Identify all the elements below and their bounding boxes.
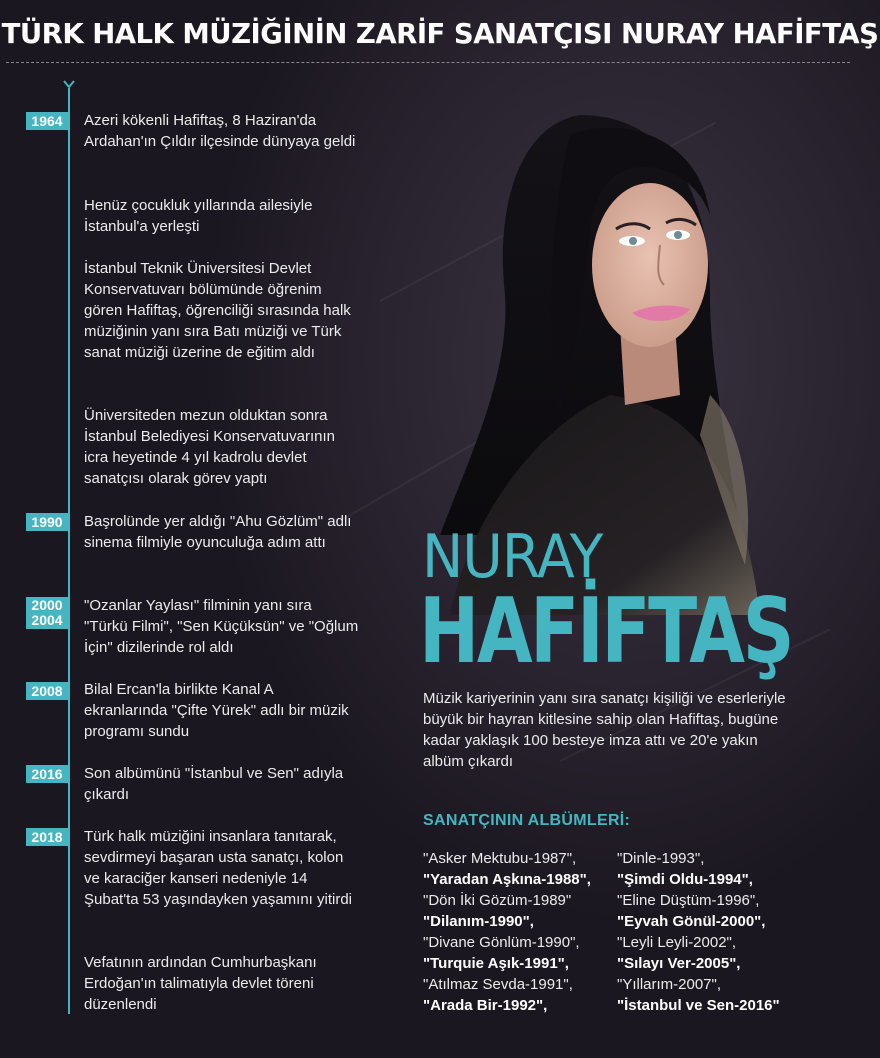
- name-first: NURAY: [422, 522, 603, 592]
- timeline-entry-2000-2004: "Ozanlar Yaylası" filminin yanı sıra "Türkü Filmi", "Sen Küçüksün" ve "Oğlum İçin" dizilerinde rol aldı: [84, 597, 359, 656]
- timeline-entry-education: İstanbul Teknik Üniversitesi Devlet Konservatuvarı bölümünde öğrenim gören Hafiftaş, öğrenciliği sırasında halk müziğinin yanı sıra Batı müziği ve Türk sanat müziği üzerine de eğitim aldı: [84, 260, 351, 361]
- album-item: "Eline Düştüm-1996",: [617, 892, 760, 909]
- album-item: "Yaradan Aşkına-1988",: [423, 871, 591, 888]
- year-badge-2016: 2016: [26, 765, 68, 783]
- timeline-arrow-icon: [63, 80, 75, 90]
- timeline-line: [68, 88, 70, 1014]
- album-item: "İstanbul ve Sen-2016": [617, 997, 780, 1014]
- album-item: "Eyvah Gönül-2000",: [617, 913, 766, 930]
- album-item: "Atılmaz Sevda-1991",: [423, 976, 573, 993]
- album-item: "Dilanım-1990",: [423, 913, 534, 930]
- album-item: "Dinle-1993",: [617, 850, 705, 867]
- album-item: "Şimdi Oldu-1994",: [617, 871, 753, 888]
- timeline-entry-childhood: Henüz çocukluk yıllarında ailesiyle İstanbul'a yerleşti: [84, 197, 313, 235]
- albums-heading: SANATÇININ ALBÜMLERİ:: [423, 812, 631, 829]
- albums-list-left: [423, 848, 613, 1016]
- career-summary: Müzik kariyerinin yanı sıra sanatçı kişiliği ve eserleriyle büyük bir hayran kitlesine sahip olan Hafiftaş, bugüne kadar yaklaşık 100 besteye imza attı ve 20'e yakın albüm çıkardı: [423, 690, 786, 770]
- year-badge-2018: 2018: [26, 828, 68, 846]
- name-last: HAFİFTAŞ: [419, 579, 793, 684]
- title-divider: [6, 62, 850, 63]
- year-badge-2000-2004: [26, 597, 68, 629]
- timeline-entry-2016: Son albümünü "İstanbul ve Sen" adıyla çıkardı: [84, 765, 344, 803]
- year-badge-2000: 2000: [31, 597, 63, 613]
- timeline-entry-2008: Bilal Ercan'la birlikte Kanal A ekranlarında "Çifte Yürek" adlı bir müzik programı sundu: [84, 681, 349, 740]
- timeline-entry-funeral: Vefatının ardından Cumhurbaşkanı Erdoğan'ın talimatıyla devlet töreni düzenlendi: [84, 954, 317, 1013]
- albums-list-right: [617, 848, 817, 1016]
- page-title: TÜRK HALK MÜZİĞİNİN ZARİF SANATÇISI NURAY HAFİFTAŞ: [1, 18, 879, 50]
- album-item: "Yıllarım-2007",: [617, 976, 722, 993]
- year-badge-1990: 1990: [26, 513, 68, 531]
- album-item: "Arada Bir-1992",: [423, 997, 548, 1014]
- timeline-entry-1990: Başrolünde yer aldığı "Ahu Gözlüm" adlı sinema filmiyle oyunculuğa adım attı: [84, 513, 352, 551]
- timeline-entry-2018: Türk halk müziğini insanlara tanıtarak, sevdirmeyi başaran usta sanatçı, kolon ve karaciğer kanseri nedeniyle 14 Şubat'ta 53 yaşındayken yaşamını yitirdi: [84, 828, 353, 908]
- album-item: "Turquie Aşık-1991",: [423, 955, 569, 972]
- year-badge-1964: 1964: [26, 112, 68, 130]
- timeline-entry-career-start: Üniversiteden mezun olduktan sonra İstanbul Belediyesi Konservatuvarının icra heyetinde 4 yıl kadrolu devlet sanatçısı olarak görev yaptı: [84, 407, 335, 487]
- timeline-entry-1964: Azeri kökenli Hafiftaş, 8 Haziran'da Ardahan'ın Çıldır ilçesinde dünyaya geldi: [84, 112, 356, 150]
- album-item: "Divane Gönlüm-1990",: [423, 934, 580, 951]
- year-badge-2004: 2004: [31, 612, 63, 628]
- album-item: "Leyli Leyli-2002",: [617, 934, 737, 951]
- year-badge-2008: 2008: [26, 682, 68, 700]
- album-item: "Sılayı Ver-2005",: [617, 955, 741, 972]
- album-item: "Dön İki Gözüm-1989": [423, 892, 572, 909]
- album-item: "Asker Mektubu-1987",: [423, 850, 577, 867]
